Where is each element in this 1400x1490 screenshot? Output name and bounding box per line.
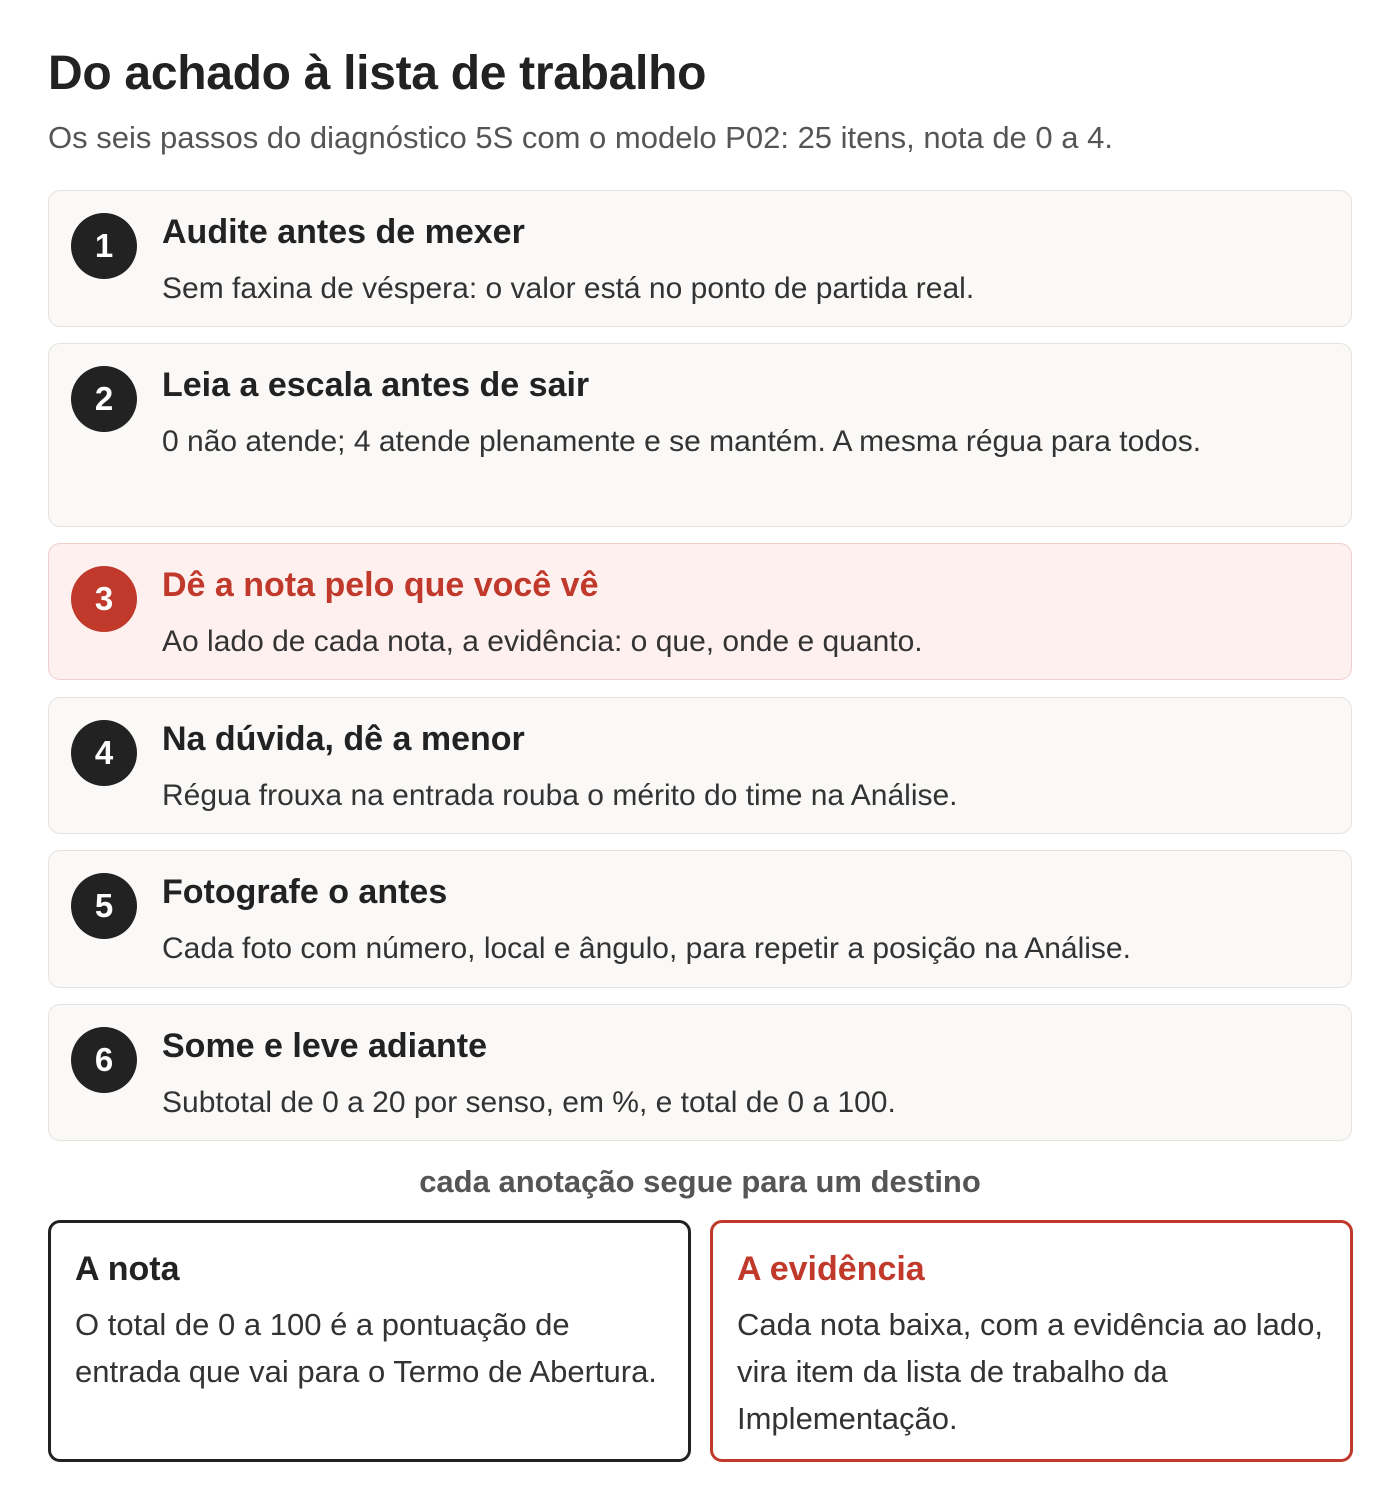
destination-evidence-description: Cada nota baixa, com a evidência ao lado, vira item da lista de trabalho da Implementação. xyxy=(737,1307,1323,1436)
step-3-description: Ao lado de cada nota, a evidência: o que, onde e quanto. xyxy=(162,625,923,658)
step-5-description: Cada foto com número, local e ângulo, para repetir a posição na Análise. xyxy=(162,932,1131,965)
destination-evidence-title: A evidência xyxy=(737,1250,925,1288)
step-2-card xyxy=(48,343,1352,527)
connector-label: cada anotação segue para um destino xyxy=(419,1164,981,1199)
step-5-card xyxy=(48,850,1352,988)
step-4-title: Na dúvida, dê a menor xyxy=(162,720,525,758)
step-6-number-badge: 6 xyxy=(71,1027,137,1093)
step-1-card xyxy=(48,190,1352,327)
step-2-description: 0 não atende; 4 atende plenamente e se mantém. A mesma régua para todos. xyxy=(162,425,1202,458)
step-6-title: Some e leve adiante xyxy=(162,1027,488,1065)
step-3-card xyxy=(48,543,1352,680)
destination-score-title: A nota xyxy=(75,1250,180,1288)
step-1-number-badge: 1 xyxy=(71,213,137,279)
step-6-card xyxy=(48,1004,1352,1141)
page-title: Do achado à lista de trabalho xyxy=(48,47,707,100)
step-5-title: Fotografe o antes xyxy=(162,873,448,911)
step-4-number-badge: 4 xyxy=(71,720,137,786)
step-3-title: Dê a nota pelo que você vê xyxy=(162,566,599,604)
step-5-number-badge: 5 xyxy=(71,873,137,939)
step-4-description: Régua frouxa na entrada rouba o mérito do time na Análise. xyxy=(162,779,958,812)
page-subtitle: Os seis passos do diagnóstico 5S com o modelo P02: 25 itens, nota de 0 a 4. xyxy=(48,120,1113,155)
step-3-number-badge: 3 xyxy=(71,566,137,632)
step-1-title: Audite antes de mexer xyxy=(162,213,525,251)
step-2-number-badge: 2 xyxy=(71,366,137,432)
step-2-title: Leia a escala antes de sair xyxy=(162,366,590,404)
destination-score-card xyxy=(48,1220,691,1462)
destination-score-description: O total de 0 a 100 é a pontuação de entrada que vai para o Termo de Abertura. xyxy=(75,1307,657,1389)
destination-evidence-card xyxy=(710,1220,1353,1462)
step-6-description: Subtotal de 0 a 20 por senso, em %, e total de 0 a 100. xyxy=(162,1086,896,1119)
step-4-card xyxy=(48,697,1352,834)
step-1-description: Sem faxina de véspera: o valor está no ponto de partida real. xyxy=(162,272,975,305)
